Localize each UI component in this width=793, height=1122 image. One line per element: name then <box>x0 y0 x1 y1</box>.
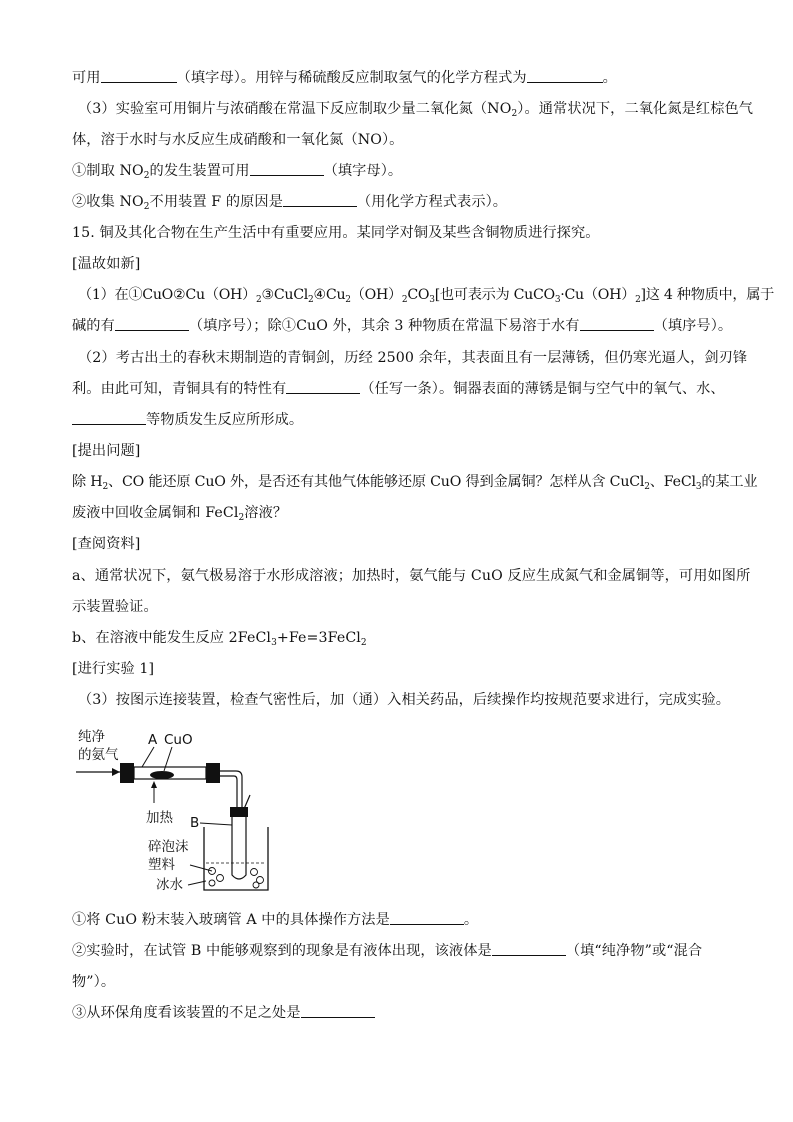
foam-bubble <box>253 882 259 888</box>
question-15-heading: 15. 铜及其化合物在生产生活中有重要应用。某同学对铜及某些含铜物质进行探究。 <box>72 225 600 241</box>
label-plastic: 塑料 <box>148 857 175 873</box>
section-heading: [提出问题] <box>72 443 141 459</box>
text-line-21: （3）按图示连接装置，检查气密性后，加（通）入相关药品，后续操作均按规范要求进行，完成实验。 <box>78 692 731 708</box>
answer-blank[interactable] <box>115 316 189 331</box>
text-line-9: 碱的有 （填序号）；除①CuO 外，其余 3 种物质在常温下易溶于水有 （填序号）。 <box>72 318 733 334</box>
text-line-18: 示装置验证。 <box>72 599 158 615</box>
text-line-12: 等物质发生反应所形成。 <box>72 410 732 430</box>
leader-line-b <box>200 823 232 825</box>
answer-blank[interactable] <box>72 410 146 425</box>
test-tube-stopper <box>230 807 248 817</box>
label-heat: 加热 <box>146 810 173 826</box>
answer-blank[interactable] <box>492 941 566 956</box>
label-tube-a: A <box>148 732 158 748</box>
section-heading: [温故如新] <box>72 256 141 272</box>
section-heading: [查阅资料] <box>72 536 141 552</box>
label-test-tube-b: B <box>190 815 200 831</box>
foam-bubble <box>217 875 224 882</box>
answer-blank[interactable] <box>527 68 603 83</box>
text-line-1: 可用 （填字母）。用锌与稀硫酸反应制取氢气的化学方程式为 。 <box>72 70 617 86</box>
label-ice-water: 冰水 <box>156 877 183 893</box>
right-stopper <box>206 763 220 783</box>
test-tube-b <box>232 817 246 879</box>
answer-blank[interactable] <box>101 68 177 83</box>
answer-blank[interactable] <box>250 161 324 176</box>
text-line-19: b、在溶液中能发生反应 2FeCl$_3$+Fe=3FeCl$_2$ <box>72 630 367 648</box>
label-pure: 纯净 <box>78 729 105 745</box>
label-foam: 碎泡沫 <box>148 839 189 855</box>
text-line-2: （3）实验室可用铜片与浓硝酸在常温下反应制取少量二氧化氮$(NO_2)$。通常状况下，二氧化氮是红棕色气 <box>78 101 754 119</box>
section-heading: [进行实验 1] <box>72 661 155 677</box>
label-cuo: CuO <box>164 732 193 748</box>
leader-line-a <box>142 747 154 767</box>
label-ammonia: 的氨气 <box>78 747 119 763</box>
text-line-10: （2）考古出土的春秋末期制造的青铜剑，历经 2500 余年，其表面且有一层薄锈，但仍寒光逼人，剑刃锋 <box>78 350 748 366</box>
text-line-4: ①制取 $NO_2$的发生装置可用 （填字母）。 <box>72 163 403 181</box>
answer-blank[interactable] <box>301 1003 375 1018</box>
left-stopper <box>120 763 134 783</box>
leader-line-foam <box>190 865 212 871</box>
arrow-head-icon <box>151 781 157 788</box>
cuo-powder <box>150 771 174 779</box>
text-line-8: （1）在$①CuO②Cu(OH)_2③CuCl_2④Cu_2(OH)_2CO_3$[也可表示为 $CuCO_3\cdot Cu(OH)_2$]这 4 种物质中，属于 <box>78 287 775 305</box>
foam-bubble <box>251 869 258 876</box>
text-line-17: a、通常状况下，氨气极易溶于水形成溶液；加热时，氨气能与 CuO 反应生成氮气和金属铜等，可用如图所 <box>72 568 751 584</box>
answer-blank[interactable] <box>286 379 360 394</box>
text-line-15: 废液中回收金属铜和 FeCl$_2$溶液？ <box>72 505 288 523</box>
text-line-3: 体，溶于水时与水反应生成硝酸和一氧化氮（NO）。 <box>72 132 404 148</box>
text-line-25: ③从环保角度看该装置的不足之处是 <box>72 1003 732 1023</box>
answer-blank[interactable] <box>390 910 464 925</box>
apparatus-diagram <box>72 725 272 900</box>
answer-blank[interactable] <box>283 192 357 207</box>
text-line-23: ②实验时，在试管 B 中能够观察到的现象是有液体出现，该液体是 （填“纯净物”或“混合 <box>72 943 703 959</box>
text-line-11: 利。由此可知，青铜具有的特性有 （任写一条）。铜器表面的薄锈是铜与空气中的氧气、水、 <box>72 381 725 397</box>
answer-blank[interactable] <box>580 316 654 331</box>
text-line-22: ①将 CuO 粉末装入玻璃管 A 中的具体操作方法是 。 <box>72 912 479 928</box>
text-line-24: 物”）。 <box>72 974 116 990</box>
vent-tube <box>244 795 250 809</box>
text-line-14: 除 $H_2$、CO 能还原 CuO 外，是否还有其他气体能够还原 CuO 得到金属铜？怎样从含 CuCl$_2$、FeCl$_3$的某工业 <box>72 474 758 492</box>
leader-line-ice <box>188 881 206 885</box>
arrow-head-icon <box>112 768 120 776</box>
foam-bubble <box>209 880 215 886</box>
text-line-5: ②收集 $NO_2$不用装置 F 的原因是 （用化学方程式表示）。 <box>72 194 508 212</box>
